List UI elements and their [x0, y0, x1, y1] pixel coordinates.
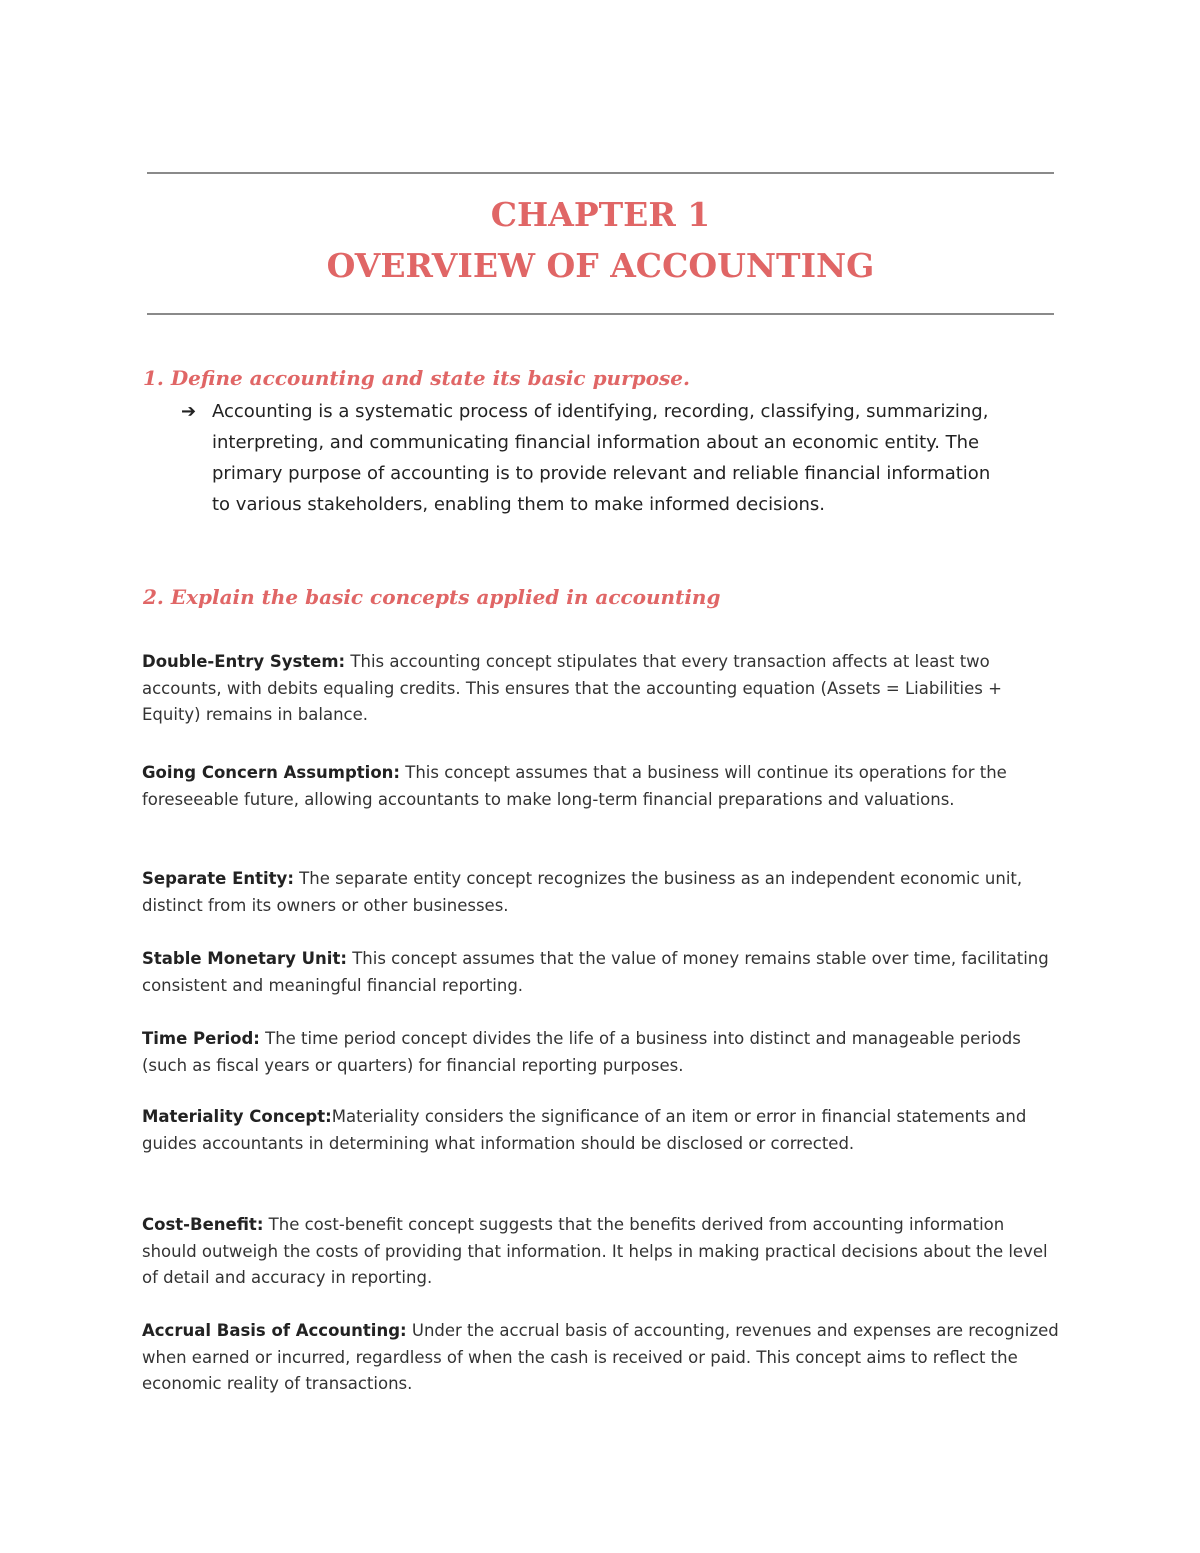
concept-double-entry	[142, 649, 1062, 729]
question-2-heading: 2. Explain the basic concepts applied in accounting	[143, 585, 721, 609]
concept-description: This accounting concept stipulates that every transaction affects at least two accounts, with debits equaling credits. This ensures that the accounting equation (Assets = Liabilities + Equity) remains in balance.	[142, 652, 1002, 724]
chapter-title: OVERVIEW OF ACCOUNTING	[326, 246, 875, 285]
concept-description: The separate entity concept recognizes the business as an independent economic unit, distinct from its owners or other businesses.	[142, 869, 1023, 915]
arrow-right-icon: ➔	[181, 401, 197, 422]
concept-description: Materiality considers the significance of an item or error in financial statements and guides accountants in determining what information should be disclosed or corrected.	[142, 1107, 1027, 1153]
question-1-answer	[181, 396, 1041, 520]
answer-text: Accounting is a systematic process of identifying, recording, classifying, summarizing, interpreting, and communicating financial information about an economic entity. The primary purpose of accounting is to provide relevant and reliable financial information to various stakeholders, enabling them to make informed decisions.	[212, 401, 991, 515]
concept-term: Cost-Benefit:	[142, 1215, 264, 1234]
concept-term: Accrual Basis of Accounting:	[142, 1321, 407, 1340]
concept-term: Separate Entity:	[142, 869, 294, 888]
concept-separate-entity	[142, 866, 1062, 919]
concept-description: The cost-benefit concept suggests that the benefits derived from accounting information should outweigh the costs of providing that information. It helps in making practical decisions about the level of detail and accuracy in reporting.	[142, 1215, 1048, 1287]
concept-cost-benefit	[142, 1212, 1062, 1292]
concept-description: This concept assumes that a business will continue its operations for the foreseeable future, allowing accountants to make long-term financial preparations and valuations.	[142, 763, 1007, 809]
concept-term: Time Period:	[142, 1029, 260, 1048]
concept-term: Stable Monetary Unit:	[142, 949, 347, 968]
concept-term: Going Concern Assumption:	[142, 763, 401, 782]
bottom-divider	[147, 313, 1054, 315]
concept-description: The time period concept divides the life of a business into distinct and manageable periods (such as fiscal years or quarters) for financial reporting purposes.	[142, 1029, 1021, 1075]
chapter-number: CHAPTER 1	[490, 195, 711, 234]
concept-accrual-basis	[142, 1318, 1062, 1398]
concept-going-concern	[142, 760, 1062, 813]
concept-description: Under the accrual basis of accounting, revenues and expenses are recognized when earned or incurred, regardless of when the cash is received or paid. This concept aims to reflect the economic reality of transactions.	[142, 1321, 1059, 1393]
concept-description: This concept assumes that the value of money remains stable over time, facilitating consistent and meaningful financial reporting.	[142, 949, 1049, 995]
question-1-heading: 1. Define accounting and state its basic purpose.	[143, 366, 690, 390]
concept-stable-monetary-unit	[142, 946, 1062, 999]
concept-materiality	[142, 1104, 1062, 1157]
concept-term: Double-Entry System:	[142, 652, 346, 671]
concept-term: Materiality Concept:	[142, 1107, 332, 1126]
concept-time-period	[142, 1026, 1062, 1079]
top-divider	[147, 172, 1054, 174]
